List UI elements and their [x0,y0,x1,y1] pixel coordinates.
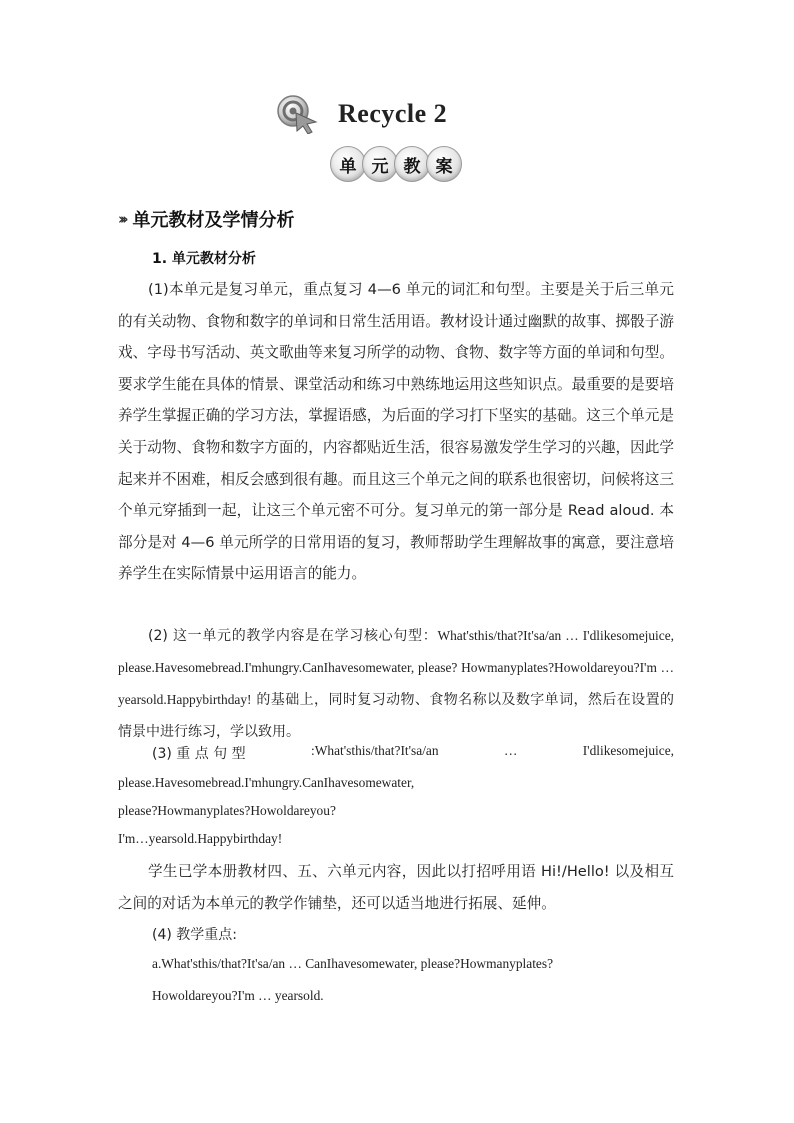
key-sentences-line-1 [152,743,674,763]
key-sentences-line-3: please?Howmanyplates?Howoldareyou? [118,803,336,818]
badge-char: 元 [362,146,398,182]
unit-lesson-badges [330,146,458,182]
subsection-heading: 1. 单元教材分析 [152,251,256,267]
paragraph-4: 学生已学本册教材四、五、六单元内容，因此以打招呼用语 Hi!/Hello! 以及相互之间的对话为本单元的教学作铺垫，还可以适当地进行拓展、延伸。 [118,863,674,912]
key-sentences-label: (3) 重 点 句 型 [152,746,246,762]
page-title: Recycle 2 [338,99,448,128]
paragraph-1: (1)本单元是复习单元，重点复习 4—6 单元的词汇和句型。主要是关于后三单元的有关动物、食物和数字的单词和日常生活用语。教材设计通过幽默的故事、掷骰子游戏、字母书写活动、英文歌曲等来复习所学的动物、食物、数字等方面的单词和句型。要求学生能在具体的情景、课堂活动和练习中熟练地运用这些知识点。最重要的是要培养学生掌握正确的学习方法，掌握语感，为后面的学习打下坚实的基础。这三个单元是关于动物、食物和数字方面的，内容都贴近生活，很容易激发学生学习的兴趣，因此学起来并不困难，相反会感到很有趣。而且这三个单元之间的联系也很密切，问候将这三个单元穿插到一起，让这三个单元密不可分。复习单元的第一部分是 Read aloud. 本部分是对 4—6 单元所学的日常用语的复习，教师帮助学生理解故事的寓意，要注意培养学生在实际情景中运用语言的能力。 [118,281,674,583]
section-heading-text: 单元教材及学情分析 [132,210,295,231]
badge-char: 教 [394,146,430,182]
double-chevron-icon: ››› [118,210,125,228]
teaching-focus-line-a: a.What'sthis/that?It'sa/an … CanIhavesomewater, please?Howmanyplates? [152,956,554,971]
teaching-focus-heading: (4) 教学重点: [152,927,237,943]
key-sentences-line-4: I'm…yearsold.Happybirthday! [118,831,283,846]
key-sentence-text: I'dlikesomejuice, [582,743,674,758]
paragraph-2-english: What'sthis/that?It'sa/an … I'dlikesomejuice, please.Havesomebread.I'mhungry.CanIhavesomewater, please? Howmanyplates?Howoldareyou?I'm … yearsold.Happybirthday! [118,628,675,707]
section-heading [118,206,295,232]
paragraph-2-intro: (2) 这一单元的教学内容是在学习核心句型： [148,628,438,644]
target-cursor-icon [276,94,322,134]
key-sentence-text: :What'sthis/that?It'sa/an [311,743,439,758]
paragraph-2-tail: 的基础上，同时复习动物、食物名称以及数字单词，然后在设置的情景中进行练习，学以致用。 [118,692,674,740]
badge-char: 单 [330,146,366,182]
key-sentence-ellipsis: … [503,743,518,758]
badge-char: 案 [426,146,462,182]
key-sentences-line-2: please.Havesomebread.I'mhungry.CanIhavesomewater, [118,775,415,790]
teaching-focus-line-b: Howoldareyou?I'm … yearsold. [152,988,324,1003]
paragraph-2 [118,620,674,748]
